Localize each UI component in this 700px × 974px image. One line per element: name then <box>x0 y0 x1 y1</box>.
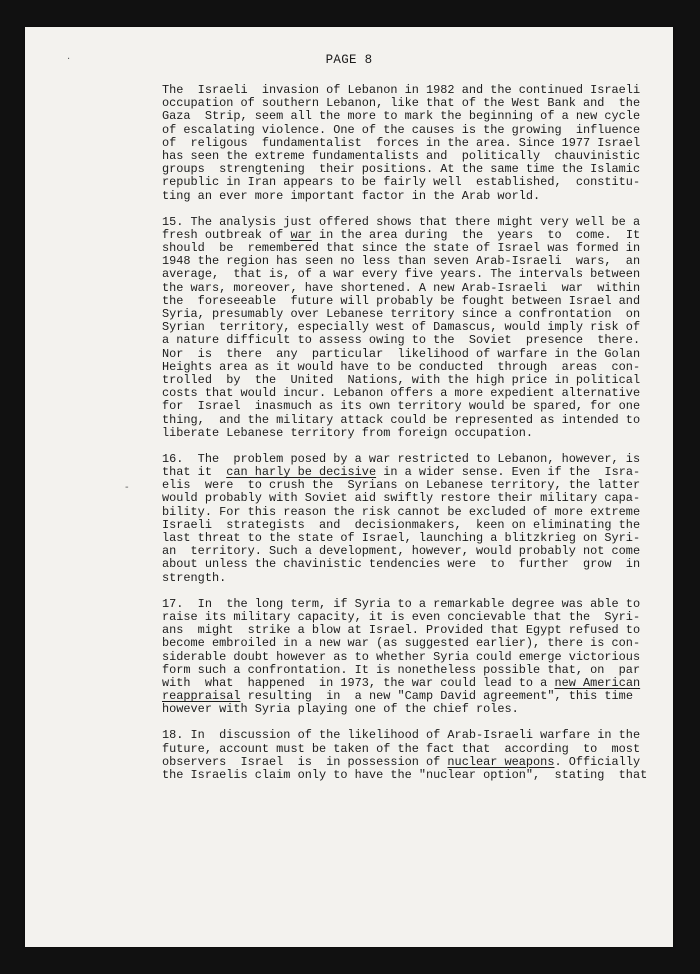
underlined-reappraisal: reappraisal <box>162 689 241 704</box>
text-segment: . Officially <box>554 754 641 769</box>
underlined-nuclear-weapons: nuclear weapons <box>447 754 555 769</box>
text-line: siderable doubt however as to whether Syria could emerge victorious <box>162 649 641 664</box>
text-line: occupation of southern Lebanon, like that of the West Bank and the <box>162 96 641 111</box>
text-line: future, account must be taken of the fact that according to most <box>162 741 641 756</box>
scan-mark: · <box>67 54 71 65</box>
page-number-header: PAGE 8 <box>325 53 373 67</box>
underlined-war: war <box>290 227 312 242</box>
text-line: should be remembered that since the state of Israel was formed in <box>162 241 641 256</box>
paragraph-16 <box>162 451 641 585</box>
text-line: a nature difficult to assess owing to the Soviet presence there. <box>162 333 641 348</box>
text-line: however with Syria playing one of the chief roles. <box>162 702 519 717</box>
text-segment: with what happened in 1973, the war could lead to a <box>162 675 555 690</box>
text-line: the Israelis claim only to have the "nuclear option", stating that <box>162 768 648 782</box>
text-line: 17. In the long term, if Syria to a remarkable degree was able to <box>162 596 641 611</box>
text-line: an territory. Such a development, however, would probably not come <box>162 544 641 559</box>
text-line: become embroiled in a new war (as suggested earlier), there is con- <box>162 636 641 651</box>
text-line: of religous fundamentalist forces in the area. Since 1977 Israel <box>162 135 641 150</box>
text-segment: that it <box>162 465 227 480</box>
text-line: Gaza Strip, seem all the more to mark the beginning of a new cycle <box>162 109 641 124</box>
text-line: Heights area as it would have to be conducted through areas con- <box>162 359 641 374</box>
text-line: Syria, presumably over Lebanese territory since a confrontation on <box>162 307 641 321</box>
text-line: liberate Lebanese territory from foreign occupation. <box>162 425 534 440</box>
text-line: raise its military capacity, it is even concievable that the Syri- <box>162 609 641 624</box>
paragraph-17 <box>162 596 641 717</box>
text-line: about unless the chavinistic tendencies were to further grow in <box>162 557 641 572</box>
text-line: 16. The problem posed by a war restricted to Lebanon, however, is <box>162 451 641 466</box>
paragraph-18 <box>162 728 648 782</box>
text-line: bility. For this reason the risk cannot be excluded of more extreme <box>162 504 641 519</box>
text-line: strength. <box>162 570 227 585</box>
scan-mark: - <box>125 482 129 493</box>
text-line: of escalating violence. One of the causes is the growing influence <box>162 122 641 137</box>
text-line: form such a confrontation. It is nonetheless possible that, on par <box>162 662 641 677</box>
text-line: would probably with Soviet aid swiftly restore their military capa- <box>162 491 641 506</box>
text-line: last threat to the state of Israel, launching a blitzkrieg on Syri- <box>162 531 641 545</box>
text-line: ans might strike a blow at Israel. Provided that Egypt refused to <box>162 623 641 638</box>
text-line: Nor is there any particular likelihood of warfare in the Golan <box>162 346 641 361</box>
text-line: republic in Iran appears to be fairly well established, constitu- <box>162 175 641 190</box>
text-line: ting an ever more important factor in the Arab world. <box>162 188 541 203</box>
text-line: 18. In discussion of the likelihood of Arab-Israeli warfare in the <box>162 728 641 743</box>
text-line: the wars, moreover, have shortened. A new Arab-Israeli war within <box>162 280 641 295</box>
text-line: for Israel inasmuch as its own territory would be spared, for one <box>162 399 641 414</box>
paragraph-intro <box>162 83 641 203</box>
text-segment: fresh outbreak of <box>162 227 291 242</box>
text-segment: observers Israel is in possession of <box>162 754 448 769</box>
paragraph-15 <box>162 214 641 440</box>
text-line: the foreseeable future will probably be fought between Israel and <box>162 293 641 308</box>
text-line: Israeli strategists and decisionmakers, keen on eliminating the <box>162 517 641 532</box>
text-line: average, that is, of a war every five years. The intervals between <box>162 267 641 282</box>
text-line: costs that would incur. Lebanon offers a more expedient alternative <box>162 386 641 401</box>
text-line: has seen the extreme fundamentalists and politically chauvinistic <box>162 148 641 163</box>
document-body <box>162 83 648 795</box>
text-line: elis were to crush the Syrians on Lebanese territory, the latter <box>162 478 641 493</box>
text-line: trolled by the United Nations, with the high price in political <box>162 372 641 387</box>
text-segment: in a wider sense. Even if the Isra- <box>376 465 641 480</box>
text-segment: resulting in a new "Camp David agreement", this time <box>240 689 633 704</box>
underlined-decisive: can harly be decisive <box>226 465 377 480</box>
text-line: thing, and the military attack could be represented as intended to <box>162 412 641 427</box>
text-segment: in the area during the years to come. It <box>311 227 641 242</box>
text-line: groups strengtening their positions. At the same time the Islamic <box>162 162 641 177</box>
text-line: 1948 the region has seen no less than seven Arab-Israeli wars, an <box>162 254 641 269</box>
document-page <box>25 27 673 947</box>
text-line: 15. The analysis just offered shows that there might very well be a <box>162 214 641 229</box>
underlined-new-american: new American <box>554 675 641 690</box>
text-line: Syrian territory, especially west of Damascus, would imply risk of <box>162 320 641 335</box>
text-line: The Israeli invasion of Lebanon in 1982 and the continued Israeli <box>162 83 641 97</box>
